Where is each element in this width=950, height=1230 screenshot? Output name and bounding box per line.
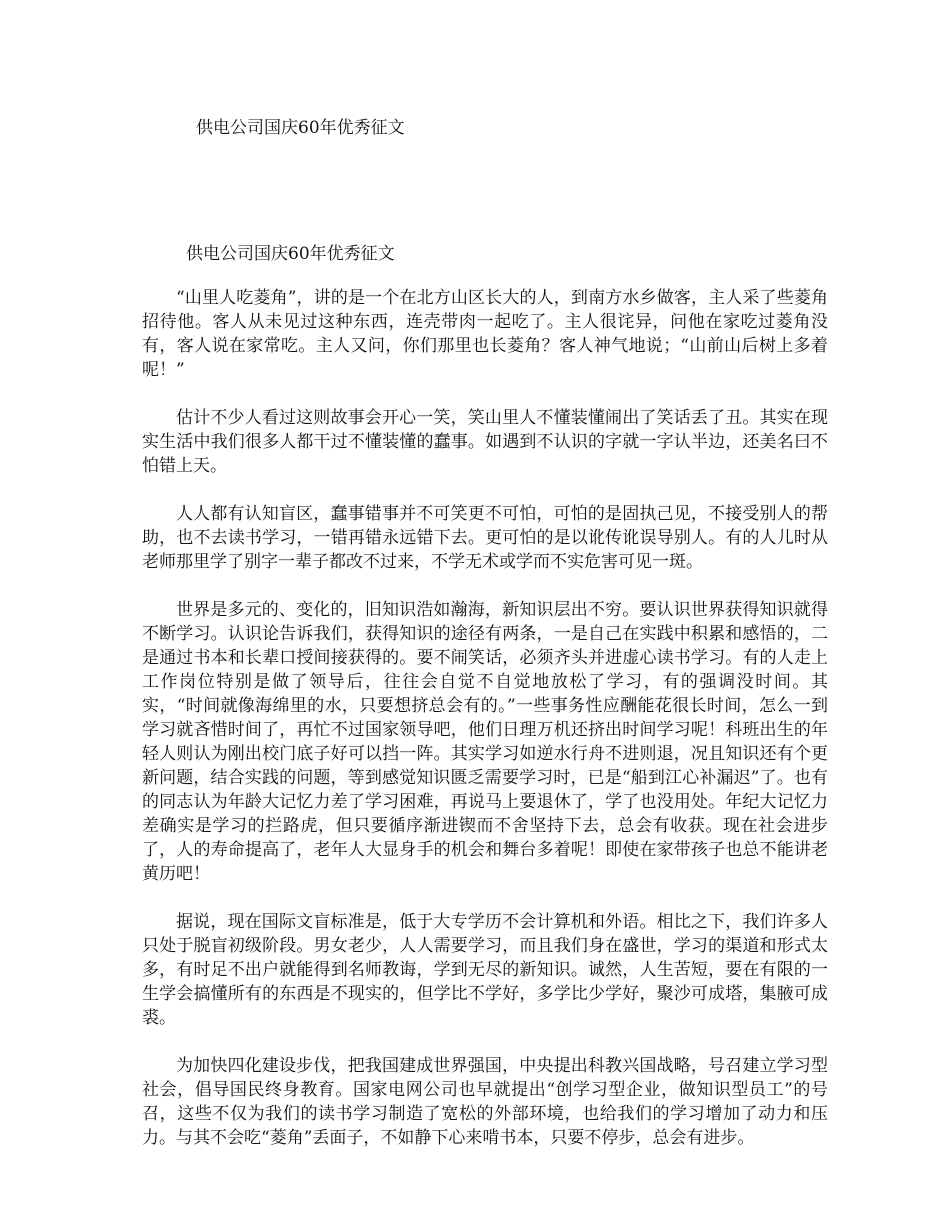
paragraph: 世界是多元的、变化的，旧知识浩如瀚海，新知识层出不穷。要认识世界获得知识就得不断学习。认识论告诉我们，获得知识的途径有两条，一是自己在实践中积累和感悟的，二是通过书本和长辈口授间接获得的。要不闹笑话，必须齐头并进虚心读书学习。有的人走上工作岗位特别是做了领导后，往往会自觉不自觉地放松了学习，有的强调没时间。其实，“时间就像海绵里的水，只要想挤总会有的。”一些事务性应酬能花很长时间，怎么一到学习就吝惜时间了，再忙不过国家领导吧，他们日理万机还挤出时间学习呢！科班出生的年轻人则认为刚出校门底子好可以挡一阵。其实学习如逆水行舟不进则退，况且知识还有个更新问题，结合实践的问题，等到感觉知识匮乏需要学习时，已是“船到江心补漏迟”了。也有的同志认为年龄大记忆力差了学习困难，再说马上要退休了，学了也没用处。年纪大记忆力差确实是学习的拦路虎，但只要循序渐进锲而不舍坚持下去，总会有收获。现在社会进步了，人的寿命提高了，老年人大显身手的机会和舞台多着呢！即使在家带孩子也总不能讲老黄历吧！	[142, 600, 828, 884]
paragraph: 人人都有认知盲区，蠢事错事并不可笑更不可怕，可怕的是固执己见，不接受别人的帮助，也不去读书学习，一错再错永远错下去。更可怕的是以讹传讹误导别人。有的人儿时从老师那里学了别字一辈子都改不过来，不学无术或学而不实危害可见一斑。	[142, 504, 828, 572]
paragraph: 据说，现在国际文盲标准是，低于大专学历不会计算机和外语。相比之下，我们许多人只处于脱盲初级阶段。男女老少，人人需要学习，而且我们身在盛世，学习的渠道和形式太多，有时足不出户就能得到名师教诲，学到无尽的新知识。诚然，人生苦短，要在有限的一生学会搞懂所有的东西是不现实的，但学比不学好，多学比少学好，聚沙可成塔，集腋可成裘。	[142, 912, 828, 1028]
document-subtitle: 供电公司国庆60年优秀征文	[186, 244, 395, 264]
document-body	[142, 242, 828, 1174]
paragraph: 为加快四化建设步伐，把我国建成世界强国，中央提出科教兴国战略，号召建立学习型社会，倡导国民终身教育。国家电网公司也早就提出“创学习型企业，做知识型员工”的号召，这些不仅为我们的读书学习制造了宽松的外部环境，也给我们的学习增加了动力和压力。与其不会吃“菱角”丢面子，不如静下心来啃书本，只要不停步，总会有进步。	[142, 1056, 828, 1148]
document-header-title: 供电公司国庆60年优秀征文	[196, 118, 405, 138]
paragraph: 估计不少人看过这则故事会开心一笑，笑山里人不懂装懂闹出了笑话丢了丑。其实在现实生活中我们很多人都干过不懂装懂的蠢事。如遇到不认识的字就一字认半边，还美名曰不怕错上天。	[142, 408, 828, 476]
paragraph: “山里人吃菱角”，讲的是一个在北方山区长大的人，到南方水乡做客，主人采了些菱角招待他。客人从未见过这种东西，连壳带肉一起吃了。主人很诧异，问他在家吃过菱角没有，客人说在家常吃。主人又问，你们那里也长菱角？客人神气地说；“山前山后树上多着呢！”	[142, 288, 828, 380]
